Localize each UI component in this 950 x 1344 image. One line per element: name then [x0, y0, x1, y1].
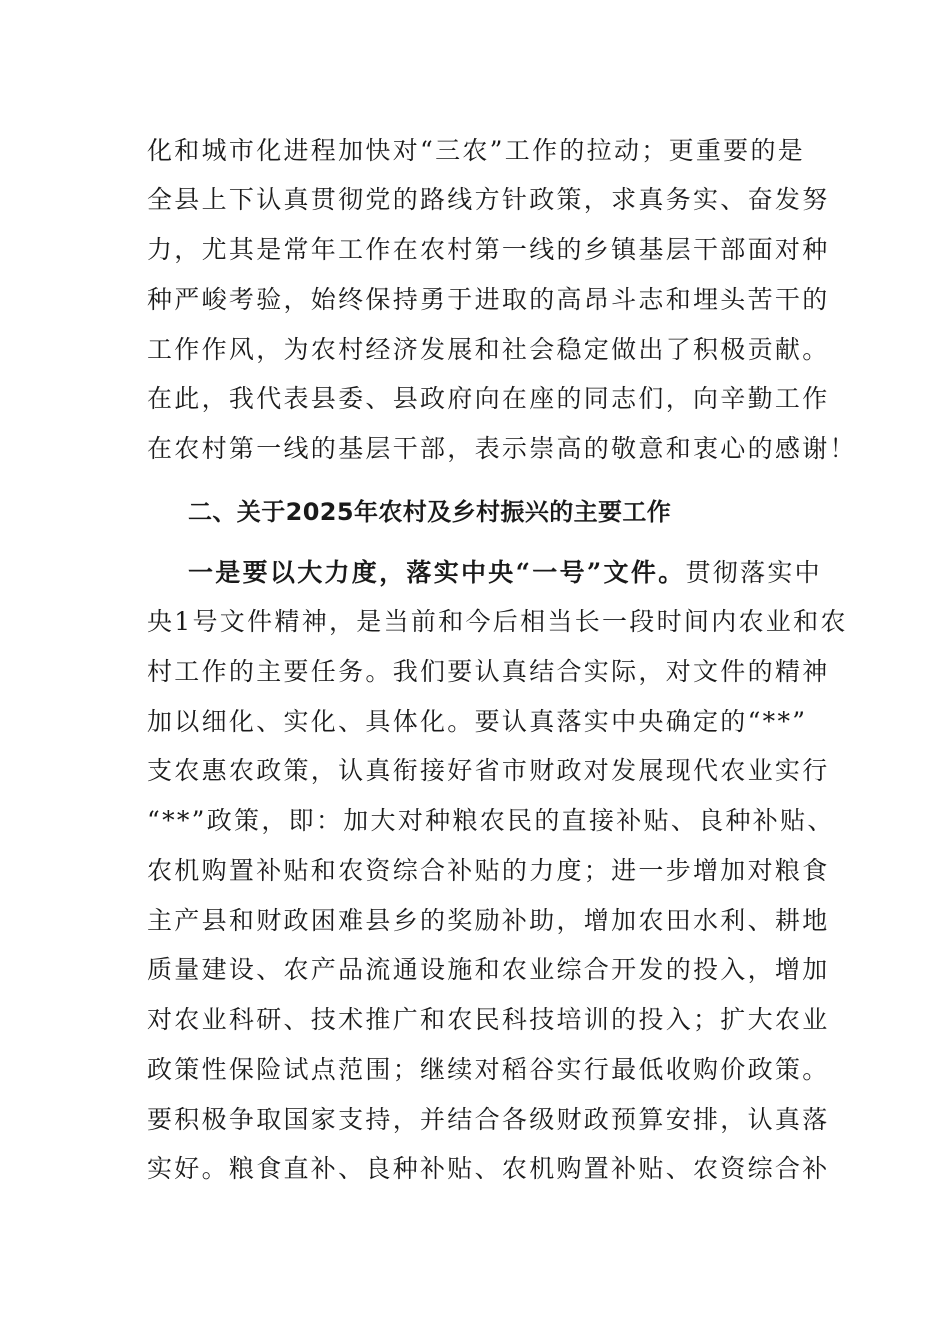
text-line: 质量建设、农产品流通设施和农业综合开发的投入，增加: [147, 955, 830, 984]
text-line: “**”政策，即：加大对种粮农民的直接补贴、良种补贴、: [147, 806, 835, 835]
text-line: 主产县和财政困难县乡的奖励补助，增加农田水利、耕地: [147, 906, 830, 935]
text-line: 支农惠农政策，认真衔接好省市财政对发展现代农业实行: [147, 756, 830, 785]
paragraph-lead-bold: 一是要以大力度，落实中央“一号”文件。: [188, 558, 686, 587]
paragraph-lead-rest: 贯彻落实中: [685, 558, 822, 587]
text-line: 政策性保险试点范围；继续对稻谷实行最低收购价政策。: [147, 1055, 830, 1084]
text-line: [188, 558, 822, 588]
text-line: 央1号文件精神，是当前和今后相当长一段时间内农业和农: [147, 607, 848, 636]
text-line: 加以细化、实化、具体化。要认真落实中央确定的“**”: [147, 707, 808, 736]
section-heading: 二、关于2025年农村及乡村振兴的主要工作: [188, 498, 672, 526]
text-line: 工作作风，为农村经济发展和社会稳定做出了积极贡献。: [147, 335, 830, 364]
text-line: 农机购置补贴和农资综合补贴的力度；进一步增加对粮食: [147, 856, 830, 885]
text-line: 在农村第一线的基层干部，表示崇高的敬意和衷心的感谢！: [147, 434, 857, 463]
text-line: 力，尤其是常年工作在农村第一线的乡镇基层干部面对种: [147, 235, 830, 264]
text-line: 村工作的主要任务。我们要认真结合实际，对文件的精神: [147, 657, 830, 686]
text-line: 实好。粮食直补、良种补贴、农机购置补贴、农资综合补: [147, 1154, 830, 1183]
text-line: 要积极争取国家支持，并结合各级财政预算安排，认真落: [147, 1105, 830, 1134]
text-line: 化和城市化进程加快对“三农”工作的拉动；更重要的是: [147, 136, 806, 165]
text-line: 全县上下认真贯彻党的路线方针政策，求真务实、奋发努: [147, 185, 830, 214]
text-line: 对农业科研、技术推广和农民科技培训的投入；扩大农业: [147, 1005, 830, 1034]
text-line: 在此，我代表县委、县政府向在座的同志们，向辛勤工作: [147, 384, 830, 413]
text-line: 种严峻考验，始终保持勇于进取的高昂斗志和埋头苦干的: [147, 285, 830, 314]
